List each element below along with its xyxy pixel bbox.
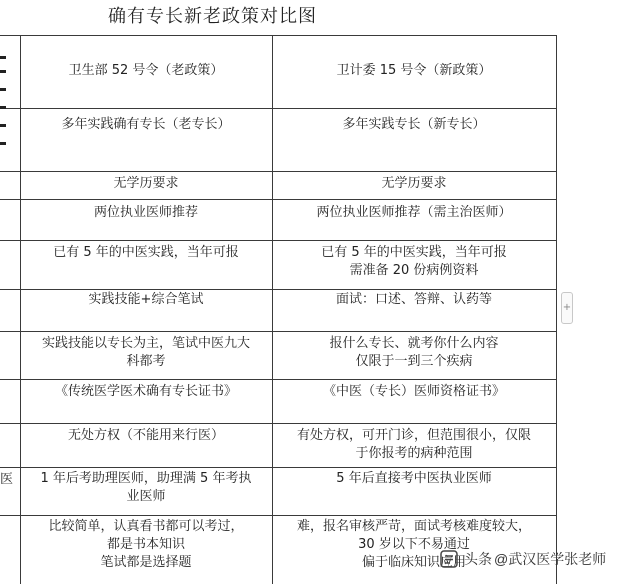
new-policy-cell <box>274 244 554 280</box>
new-policy-cell <box>274 335 554 371</box>
new-policy-cell <box>274 470 554 488</box>
cell-line: 于你报考的病种范围 <box>355 446 473 461</box>
row-divider <box>0 423 556 424</box>
watermark-handle: @武汉医学张老师 <box>494 551 607 567</box>
cropped-left-cell-text: 医 <box>0 472 14 487</box>
cell-line: 报什么专长、就考你什么内容 <box>329 336 499 351</box>
cell-line: 笔试都是选择题 <box>100 555 192 570</box>
watermark-prefix: 头条 <box>464 551 492 567</box>
cell-line: 科都考 <box>126 354 166 369</box>
cell-line: 两位执业医师推荐（需主治医师） <box>316 205 512 220</box>
watermark <box>440 545 606 573</box>
cell-line: 两位执业医师推荐 <box>93 205 198 220</box>
cell-line: 无学历要求 <box>113 176 179 191</box>
cell-line: 无处方权（不能用来行医） <box>67 428 224 443</box>
old-policy-cell <box>22 175 270 193</box>
cell-line: 比较简单，认真看书都可以考过， <box>48 519 244 534</box>
old-policy-cell <box>22 335 270 371</box>
cell-line: 5 年后直接考中医执业医师 <box>336 471 492 486</box>
new-policy-cell <box>274 427 554 463</box>
cell-line: 仅限于一到三个疾病 <box>355 354 473 369</box>
cell-line: 业医师 <box>126 489 166 504</box>
old-policy-cell <box>22 427 270 445</box>
new-policy-cell <box>274 175 554 193</box>
row-divider <box>0 467 556 468</box>
new-policy-cell <box>274 116 554 134</box>
cell-line: 无学历要求 <box>381 176 447 191</box>
header-new-policy: 卫计委 15 号令（新政策） <box>336 63 492 78</box>
old-policy-cell <box>22 291 270 309</box>
old-policy-cell <box>22 383 270 401</box>
new-policy-cell <box>274 204 554 222</box>
new-policy-cell <box>274 291 554 309</box>
document-title: 确有专长新老政策对比图 <box>108 6 317 27</box>
old-policy-cell <box>22 244 270 262</box>
column-divider <box>20 35 21 584</box>
cell-line: 《传统医学医术确有专长证书》 <box>54 384 237 399</box>
old-policy-cell <box>22 116 270 134</box>
row-divider <box>0 171 556 172</box>
old-policy-cell <box>22 518 270 572</box>
row-divider <box>0 35 556 36</box>
cell-line: 偏于临床知识应用 <box>361 555 466 570</box>
cell-line: 需准备 20 份病例资料 <box>349 263 479 278</box>
row-divider <box>0 379 556 380</box>
row-divider <box>0 108 556 109</box>
cell-line: 多年实践确有专长（老专长） <box>61 117 231 132</box>
cell-line: 《中医（专长）医师资格证书》 <box>322 384 505 399</box>
cell-line: 实践技能+综合笔试 <box>88 292 204 307</box>
row-divider <box>0 331 556 332</box>
cell-line: 已有 5 年的中医实践，当年可报 <box>321 245 507 260</box>
cell-line: 1 年后考助理医师，助理满 5 年考执 <box>40 471 252 486</box>
row-divider <box>0 240 556 241</box>
old-policy-cell <box>22 204 270 222</box>
new-policy-cell <box>274 383 554 401</box>
cell-line: 多年实践专长（新专长） <box>342 117 486 132</box>
column-divider <box>556 35 557 584</box>
row-divider <box>0 289 556 290</box>
header-old-policy: 卫生部 52 号令（老政策） <box>68 63 224 78</box>
cell-line: 面试：口述、答辩、认药等 <box>335 292 492 307</box>
cell-line: 难，报名审核严苛，面试考核难度较大， <box>296 519 531 534</box>
cell-line: 已有 5 年的中医实践，当年可报 <box>53 245 239 260</box>
cell-line: 30 岁以下不易通过 <box>358 537 470 552</box>
cell-line: 实践技能以专长为主，笔试中医九大 <box>41 336 250 351</box>
scroll-handle[interactable]: + <box>561 292 573 324</box>
cell-line: 都是书本知识 <box>106 537 185 552</box>
row-divider <box>0 199 556 200</box>
cell-line: 有处方权，可开门诊，但范围很小，仅限 <box>296 428 531 443</box>
old-policy-cell <box>22 470 270 506</box>
cropped-left-column-marks <box>0 48 6 158</box>
column-divider <box>272 35 273 584</box>
row-divider <box>0 515 556 516</box>
toutiao-logo-icon <box>440 550 458 568</box>
